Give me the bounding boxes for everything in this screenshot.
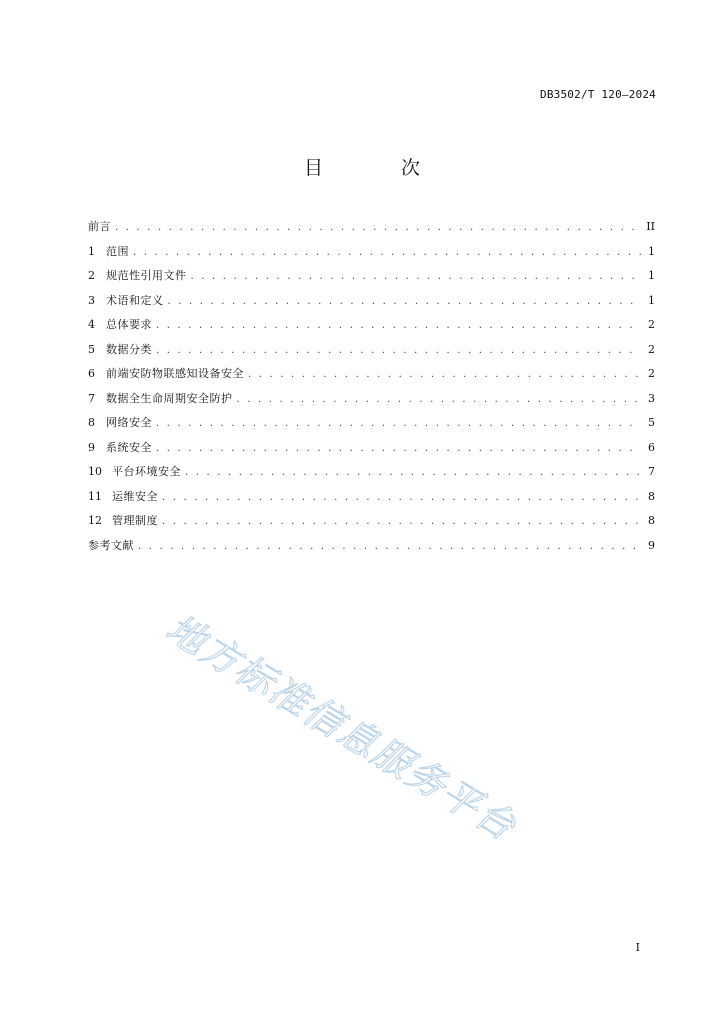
toc-entry-title: 范围 — [106, 244, 129, 258]
watermark: 地方标准信息服务平台 — [158, 605, 525, 850]
toc-entry-title: 前端安防物联感知设备安全 — [106, 367, 244, 380]
dot-leader — [156, 443, 641, 454]
toc-entry-page: 8 — [648, 489, 655, 503]
toc-entry-title: 网络安全 — [106, 416, 152, 429]
dot-leader — [185, 467, 641, 478]
toc-entry-page: 1 — [648, 293, 655, 307]
table-of-contents — [88, 218, 655, 561]
dot-leader — [168, 296, 642, 307]
toc-entry-7[interactable] — [88, 390, 655, 415]
dot-leader — [156, 418, 641, 429]
toc-entry-title: 术语和定义 — [106, 293, 164, 307]
toc-entry-page: 1 — [648, 244, 655, 258]
toc-entry-4[interactable] — [88, 316, 655, 341]
toc-entry-foreword[interactable] — [88, 218, 655, 243]
toc-entry-number: 6 — [88, 367, 95, 380]
toc-entry-number: 5 — [88, 342, 95, 356]
toc-entry-9[interactable] — [88, 439, 655, 464]
toc-entry-6[interactable] — [88, 365, 655, 390]
toc-entry-number: 7 — [88, 391, 95, 405]
toc-entry-title: 系统安全 — [106, 440, 152, 454]
dot-leader — [248, 369, 641, 380]
toc-entry-number: 1 — [88, 244, 95, 258]
toc-entry-title: 平台环境安全 — [112, 465, 181, 478]
toc-entry-8[interactable] — [88, 414, 655, 439]
toc-entry-page: 1 — [648, 269, 655, 282]
toc-entry-page: 2 — [648, 367, 655, 380]
toc-entry-page: 9 — [648, 538, 655, 552]
dot-leader — [115, 222, 641, 233]
page-title: 目 次 — [303, 157, 457, 179]
dot-leader — [133, 247, 641, 258]
toc-entry-title: 管理制度 — [112, 514, 158, 527]
document-code: DB3502/T 120—2024 — [540, 88, 656, 101]
dot-leader — [191, 271, 642, 282]
toc-entry-title: 数据分类 — [106, 342, 152, 356]
dot-leader — [162, 492, 641, 503]
toc-entry-title: 参考文献 — [88, 538, 134, 552]
toc-entry-number: 12 — [88, 514, 102, 527]
toc-entry-number: 3 — [88, 293, 95, 307]
toc-entry-12[interactable] — [88, 512, 655, 537]
toc-entry-number: 11 — [88, 489, 102, 503]
toc-entry-title: 规范性引用文件 — [106, 269, 187, 282]
toc-entry-page: 3 — [648, 391, 655, 405]
toc-entry-11[interactable] — [88, 488, 655, 513]
toc-entry-references[interactable] — [88, 537, 655, 562]
dot-leader — [138, 541, 641, 552]
toc-entry-10[interactable] — [88, 463, 655, 488]
toc-entry-page: 2 — [648, 318, 655, 331]
dot-leader — [156, 345, 641, 356]
toc-entry-number: 9 — [88, 440, 95, 454]
toc-entry-page: II — [646, 220, 655, 233]
toc-entry-number: 2 — [88, 269, 95, 282]
toc-entry-5[interactable] — [88, 341, 655, 366]
dot-leader — [156, 320, 641, 331]
page-number: I — [635, 941, 640, 954]
toc-entry-title: 数据全生命周期安全防护 — [106, 391, 233, 405]
toc-entry-1[interactable] — [88, 243, 655, 268]
toc-entry-number: 10 — [88, 465, 102, 478]
toc-entry-page: 6 — [648, 440, 655, 454]
toc-entry-page: 7 — [648, 465, 655, 478]
toc-entry-number: 8 — [88, 416, 95, 429]
dot-leader — [237, 394, 642, 405]
toc-entry-page: 8 — [648, 514, 655, 527]
dot-leader — [162, 516, 641, 527]
toc-entry-title: 运维安全 — [112, 489, 158, 503]
toc-entry-page: 2 — [648, 342, 655, 356]
toc-entry-number: 4 — [88, 318, 95, 331]
toc-entry-page: 5 — [648, 416, 655, 429]
toc-entry-2[interactable] — [88, 267, 655, 292]
toc-entry-title: 前言 — [88, 220, 111, 233]
toc-entry-title: 总体要求 — [106, 318, 152, 331]
toc-entry-3[interactable] — [88, 292, 655, 317]
